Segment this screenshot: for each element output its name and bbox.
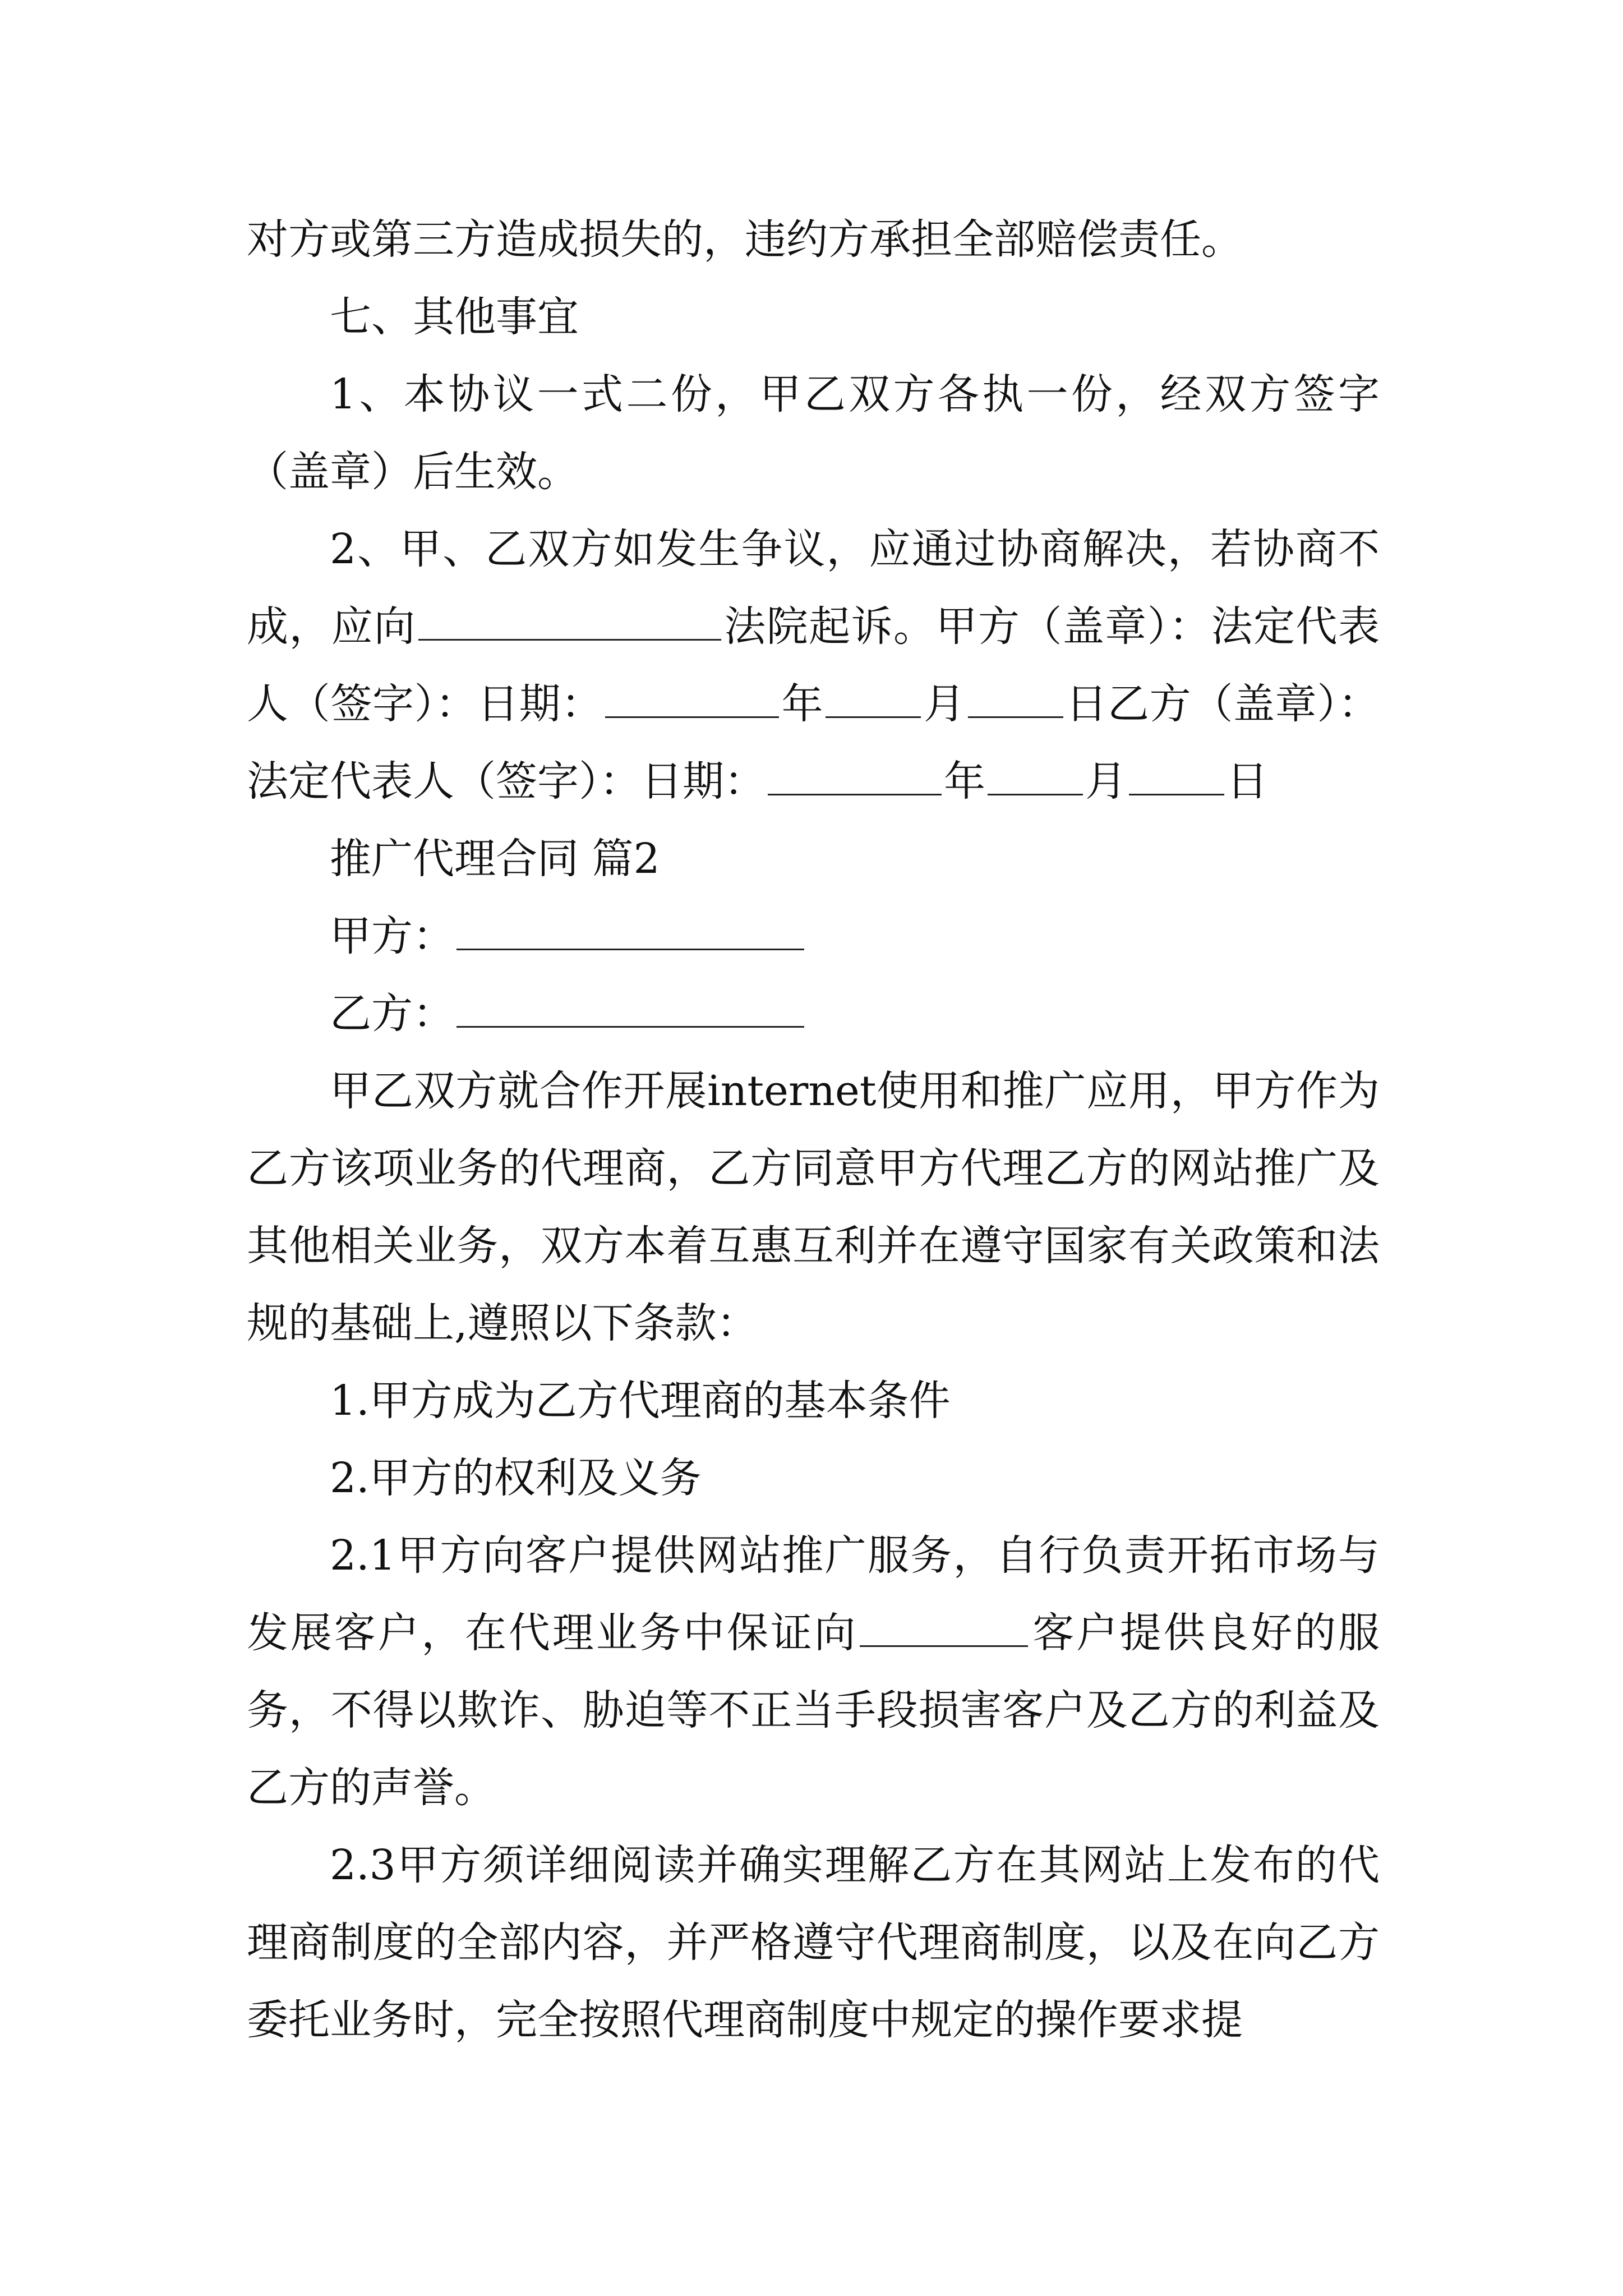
year-label-2: 年: [944, 757, 985, 806]
party-a-line: [247, 898, 1380, 975]
party-b-year-blank: [768, 756, 942, 795]
contract-2-title: 推广代理合同 篇2: [330, 835, 660, 883]
month-label-1: 月: [923, 680, 966, 728]
court-blank: [418, 601, 721, 641]
party-b-month-blank: [988, 756, 1083, 795]
clause-1: 1.甲方成为乙方代理商的基本条件: [330, 1377, 951, 1425]
paragraph-copies: 1、本协议一式二份，甲乙双方各执一份，经双方签字（盖章）后生效。: [247, 370, 1380, 496]
clause-2-3: 2.3甲方须详细阅读并确实理解乙方在其网站上发布的代理商制度的全部内容，并严格遵守代理商制度，以及在向乙方委托业务时，完全按照代理商制度中规定的操作要求提: [247, 1841, 1380, 2044]
party-b-blank: [457, 988, 804, 1028]
day-label-2: 日: [1227, 757, 1268, 806]
dispute-text-b: 法院起诉。甲方（盖章）：法定代表人（签字）：日期：: [247, 602, 1380, 728]
party-a-month-blank: [826, 679, 921, 718]
dispute-text-c: 日乙方（盖章）：法定代表人（签字）：日期：: [247, 680, 1380, 806]
party-a-day-blank: [968, 679, 1063, 718]
month-label-2: 月: [1085, 757, 1127, 806]
paragraph-dispute: [247, 510, 1380, 820]
party-a-year-blank: [605, 679, 779, 718]
clause-2-1-text-b: 客户提供良好的服务，不得以欺诈、胁迫等不正当手段损害客户及乙方的利益及乙方的声誉。: [247, 1609, 1380, 1812]
party-b-label: 乙方：: [330, 990, 454, 1038]
section-title-other-matters: 七、其他事宜: [330, 293, 579, 341]
dispute-text-a: 2、甲、乙双方如发生争议，应通过协商解决，若协商不成，应向: [247, 525, 1380, 651]
document-page: [247, 201, 1380, 2059]
party-b-day-blank: [1129, 756, 1224, 795]
clause-2-1: [247, 1517, 1380, 1826]
party-b-line: [247, 975, 1380, 1052]
clause-2: 2.甲方的权利及义务: [330, 1454, 702, 1502]
party-a-label: 甲方：: [330, 912, 454, 960]
paragraph-intro: 甲乙双方就合作开展internet使用和推广应用，甲方作为乙方该项业务的代理商，乙方同意甲方代理乙方的网站推广及其他相关业务，双方本着互惠互利并在遵守国家有关政策和法规的基础上,遵照以下条款：: [247, 1067, 1380, 1347]
paragraph-liability: 对方或第三方造成损失的，违约方承担全部赔偿责任。: [247, 215, 1243, 264]
clause-2-1-text-a: 2.1甲方向客户提供网站推广服务，自行负责开拓市场与发展客户，在代理业务中保证向: [247, 1531, 1380, 1657]
party-a-blank: [457, 911, 804, 950]
client-blank: [860, 1608, 1028, 1647]
year-label-1: 年: [781, 680, 824, 728]
